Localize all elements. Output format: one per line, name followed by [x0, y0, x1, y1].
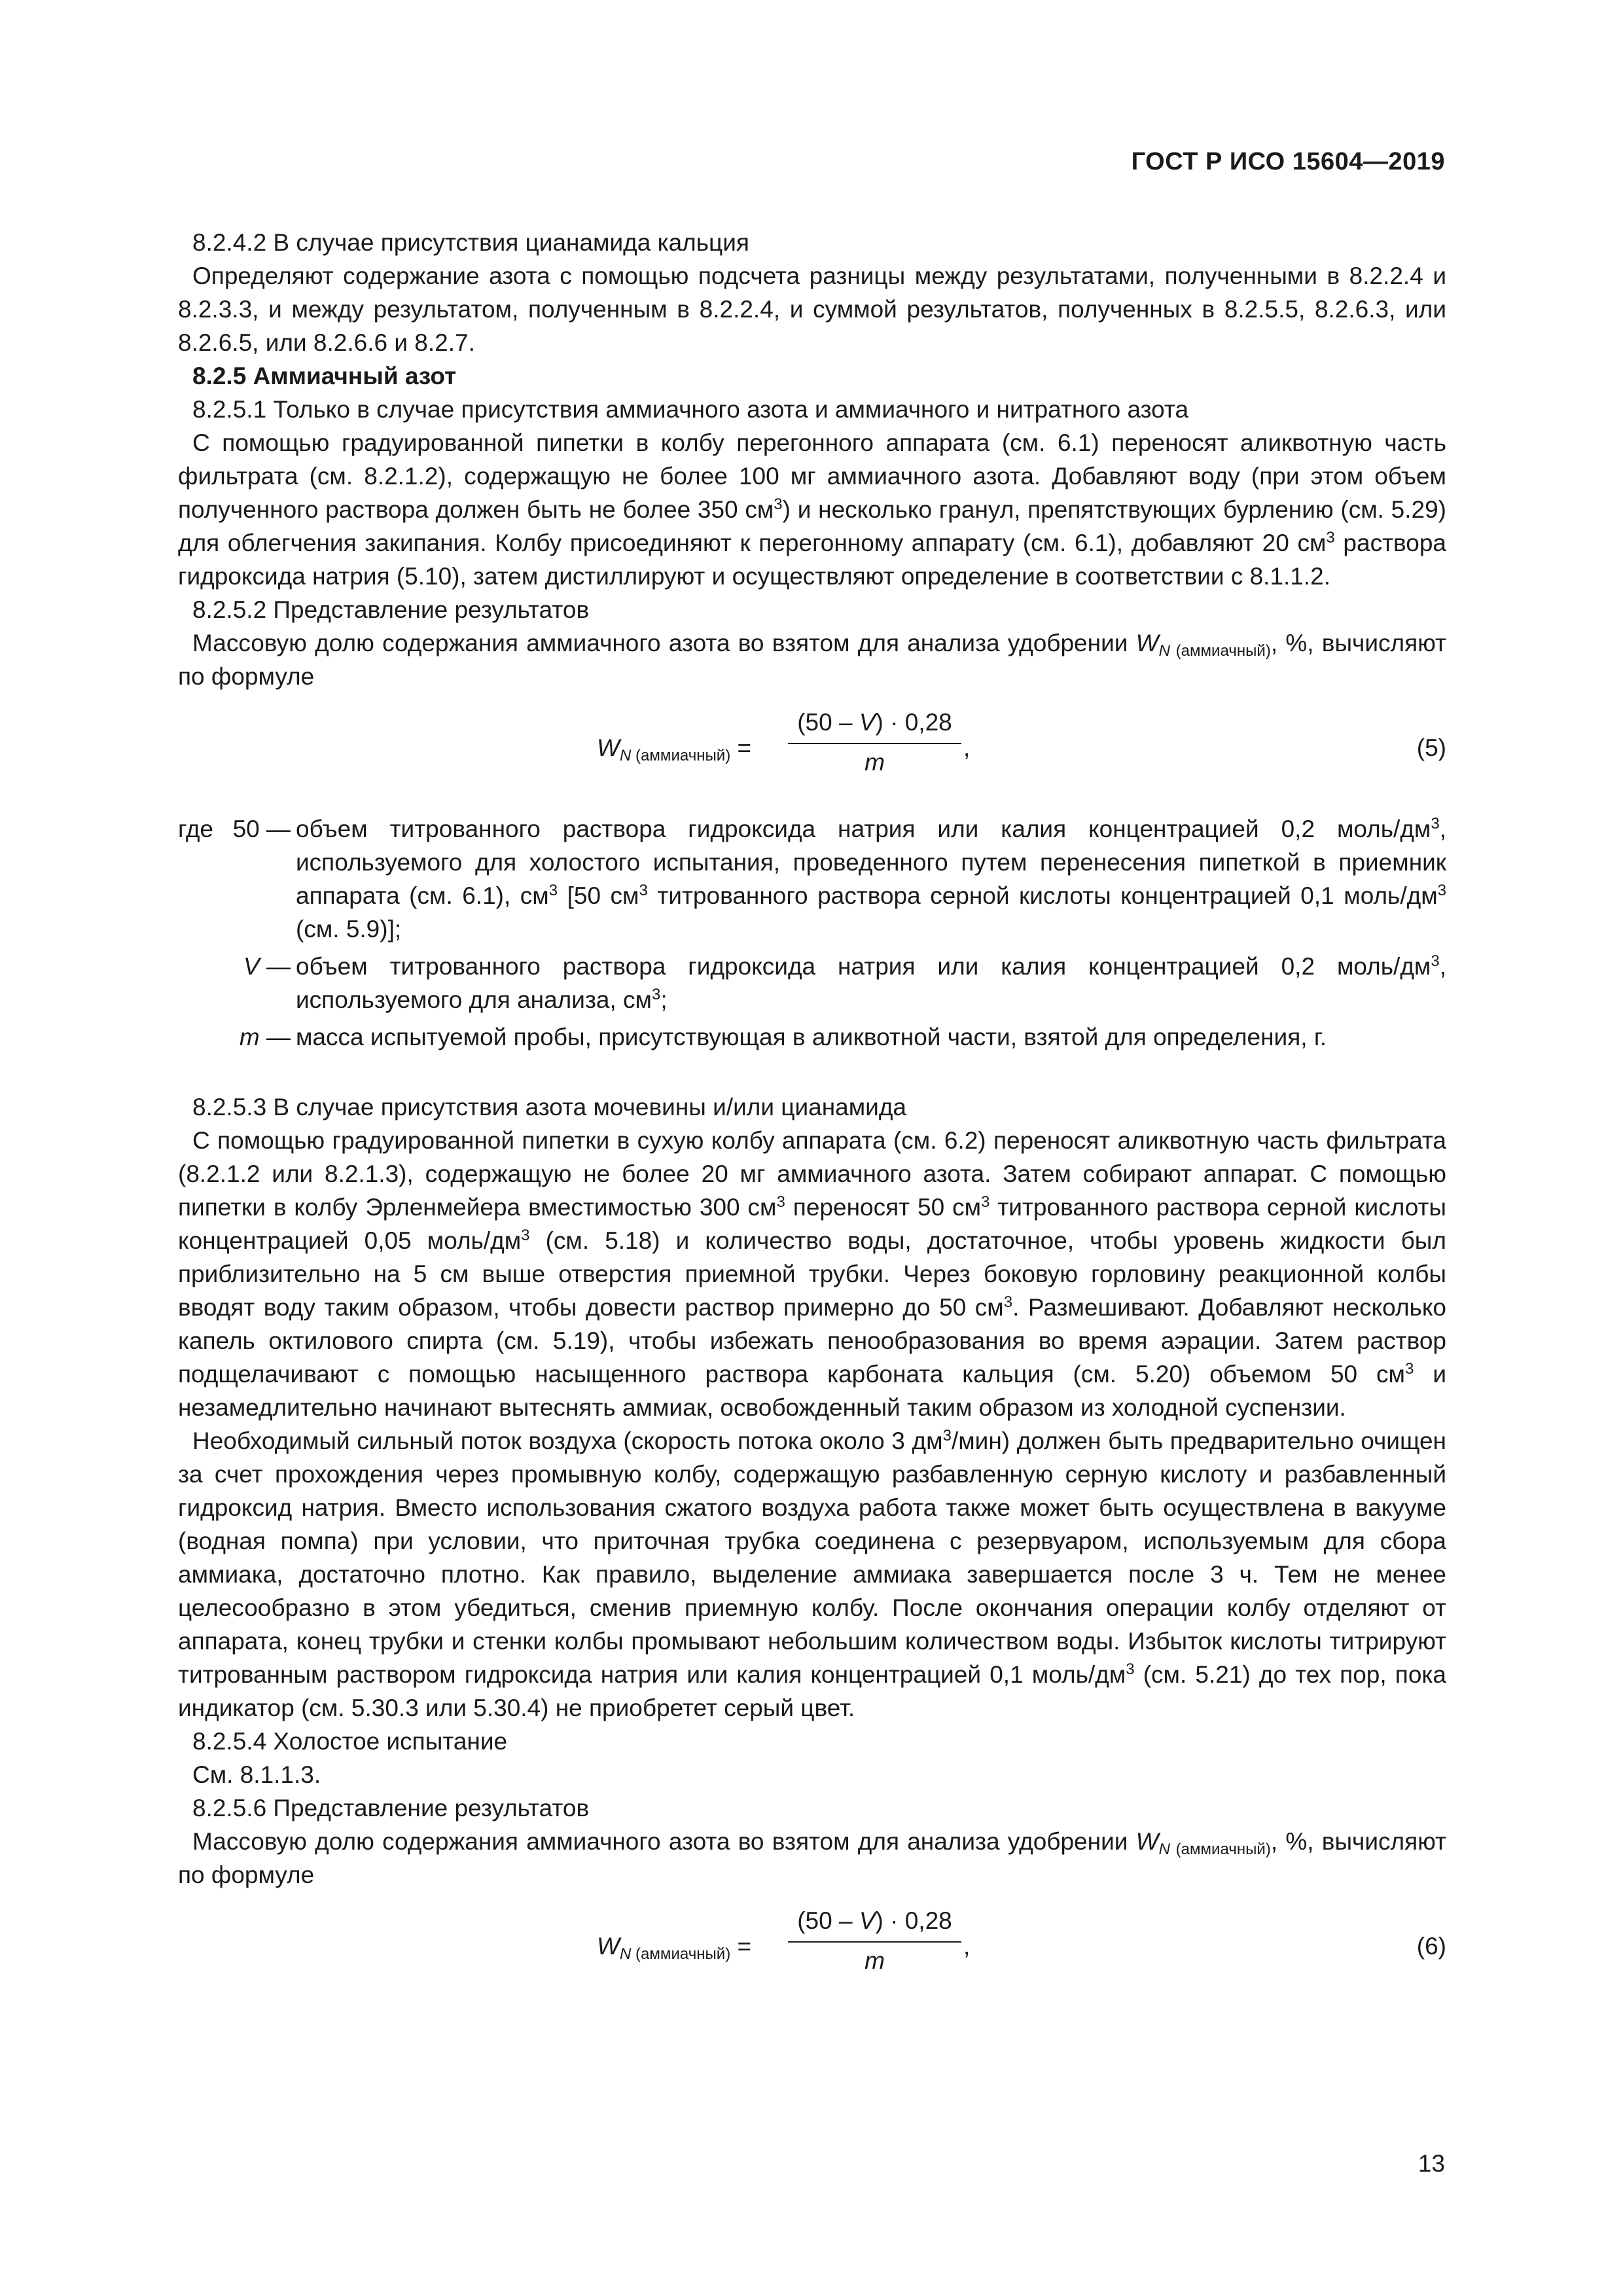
definition-m: масса испытуемой пробы, присутствующая в аликвотной части, взятой для определения, г.: [296, 1024, 1327, 1050]
definition-v: объем титрованного раствора гидроксида натрия или калия концентрацией 0,2 моль/$дм^3$, используемого для анализа, $см^3$;: [296, 952, 1446, 1013]
paragraph-8251: С помощью градуированной пипетки в колбу перегонного аппарата (см. 6.1) переносят аликвотную часть фильтрата (см. 8.2.1.2), содержащую не более 100 мг аммиачного азота. Добавляют воду (при этом объем полученного раствора должен быть не более 350 $см^3$) и несколько гранул, препятствующих бурлению (см. 5.29) для облегчения закипания. Колбу присоединяют к перегонному аппарату (см. 6.1), добавляют 20 $см^3$ раствора гидроксида натрия (5.10), затем дистиллируют и осуществляют определение в соответствии с 8.1.1.2.: [178, 429, 1447, 590]
fraction-bar: [788, 1941, 961, 1943]
section-heading-825: 8.2.5 Аммиачный азот: [192, 363, 457, 389]
formula-fraction: [788, 705, 961, 780]
fraction-bar: [788, 743, 961, 744]
definition-50: объем титрованного раствора гидроксида натрия или калия концентрацией 0,2 моль/$дм^3$, используемого для холостого испытания, проведенного путем перенесения пипеткой в приемник аппарата (см. 6.1), $см^3$ [50 $см^3$ титрованного раствора серной кислоты концентрацией 0,1 моль/$дм^3$ (см. 5.9)];: [296, 814, 1447, 942]
formula-numerator: (50 – V) · 0,28: [797, 709, 952, 736]
symbol-m: m —: [239, 1024, 291, 1050]
formula-lhs: $W_{N (аммиачный)}$ =: [597, 1933, 752, 1964]
formula-5: $W_{N (аммиачный)}$ = (50 – V) · 0,28 m , (5): [178, 705, 1446, 786]
section-title-8242: 8.2.4.2 В случае присутствия цианамида кальция: [192, 229, 749, 256]
formula-number-5: (5): [1416, 734, 1446, 761]
formula-number-6: (6): [1416, 1933, 1446, 1960]
document-id-header: ГОСТ Р ИСО 15604—2019: [1131, 148, 1445, 175]
symbol-50: 50 —: [232, 816, 291, 842]
document-body: [178, 226, 1446, 1994]
formula-lhs: $W_{N (аммиачный)}$ =: [597, 734, 752, 765]
paragraph-8253-2: Необходимый сильный поток воздуха (скорость потока около 3 $дм^3/мин$) должен быть предварительно очищен за счет прохождения через промывную колбу, содержащую разбавленную серную кислоту и разбавленный гидроксид натрия. Вместо использования сжатого воздуха работа также может быть осуществлена в вакууме (водная помпа) при условии, что приточная трубка соединена с резервуаром, используемым для сбора аммиака, достаточно плотно. Как правило, выделение аммиака завершается после 3 ч. Тем не менее целесообразно в этом убедиться, сменив приемную колбу. После окончания операции колбу отделяют от аппарата, конец трубки и стенки колбы промывают небольшим количеством воды. Избыток кислоты титрируют титрованным раствором гидроксида натрия или калия концентрацией 0,1 моль/$дм^3$ (см. 5.21) до тех пор, пока индикатор (см. 5.30.3 или 5.30.4) не приобретет серый цвет.: [178, 1426, 1446, 1721]
formula-6: $W_{N (аммиачный)}$ = (50 – V) · 0,28 m , (6): [178, 1903, 1446, 1984]
paragraph-8253-1: С помощью градуированной пипетки в сухую колбу аппарата (см. 6.2) переносят аликвотную часть фильтрата (8.2.1.2 или 8.2.1.3), содержащую не более 20 мг аммиачного азота. Затем собирают аппарат. С помощью пипетки в колбу Эрленмейера вместимостью 300 $см^3$ переносят 50 $см^3$ титрованного раствора серной кислоты концентрацией 0,05 моль/$дм^3$ (см. 5.18) и количество воды, достаточное, чтобы уровень жидкости был приблизительно на 5 см выше отверстия приемной трубки. Через боковую горловину реакционной колбы вводят воду таким образом, чтобы довести раствор примерно до 50 $см^3$. Размешивают. Добавляют несколько капель октилового спирта (см. 5.19), чтобы избежать пенообразования во время аэрации. Затем раствор подщелачивают с помощью насыщенного раствора карбоната кальция (см. 5.20) объемом 50 $см^3$ и незамедлительно начинают вытеснять аммиак, освобожденный таким образом из холодной суспензии.: [178, 1127, 1446, 1421]
formula-fraction: [788, 1903, 961, 1978]
section-title-8256: 8.2.5.6 Представление результатов: [192, 1795, 590, 1821]
formula-denominator: m: [865, 749, 885, 776]
formula-denominator: m: [865, 1947, 885, 1974]
section-title-8254: 8.2.5.4 Холостое испытание: [192, 1728, 508, 1755]
page-number: 13: [1418, 2150, 1445, 2177]
section-title-8251: 8.2.5.1 Только в случае присутствия аммиачного азота и аммиачного и нитратного азота: [192, 396, 1189, 423]
section-title-8253: 8.2.5.3 В случае присутствия азота мочевины и/или цианамида: [192, 1094, 907, 1121]
paragraph-8254: См. 8.1.1.3.: [192, 1761, 321, 1788]
section-title-8252: 8.2.5.2 Представление результатов: [192, 596, 590, 623]
where-word: где: [178, 816, 214, 842]
paragraph-8252: Массовую долю содержания аммиачного азота во взятом для анализа удобрении $W_{N (аммиачный)}$, %, вычисляют по формуле: [178, 630, 1446, 690]
paragraph-8242: Определяют содержание азота с помощью подсчета разницы между результатами, полученными в 8.2.2.4 и 8.2.3.3, и между результатом, полученным в 8.2.2.4, и суммой результатов, полученных в 8.2.5.5, 8.2.6.3, или 8.2.6.5, или 8.2.6.6 и 8.2.7.: [178, 262, 1446, 356]
formula-numerator: (50 – V) · 0,28: [797, 1907, 952, 1934]
paragraph-8256: Массовую долю содержания аммиачного азота во взятом для анализа удобрении $W_{N (аммиачный)}$, %, вычисляют по формуле: [178, 1828, 1446, 1888]
symbol-v: V —: [243, 953, 291, 980]
where-definitions: [178, 812, 1446, 1058]
